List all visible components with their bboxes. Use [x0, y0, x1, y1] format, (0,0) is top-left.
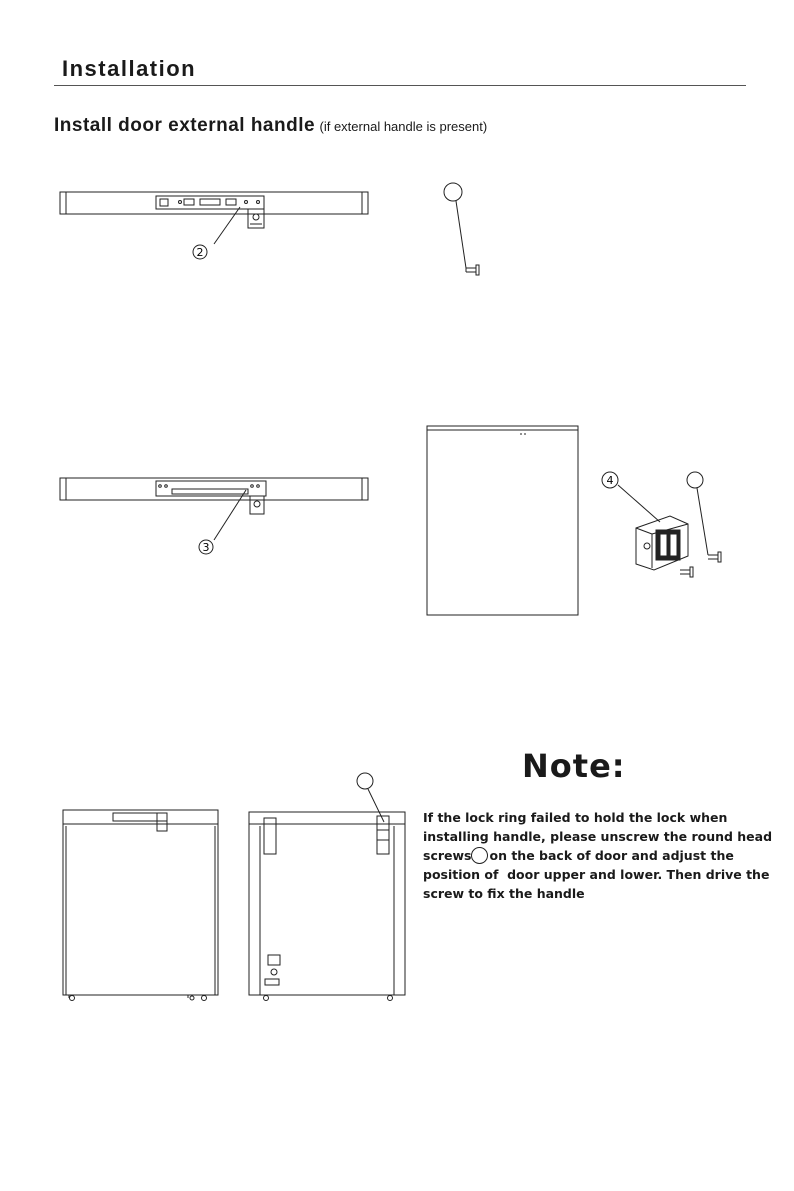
callout-label-2: 2: [196, 246, 204, 259]
freezer-back-view: [249, 773, 405, 1001]
note-line-2: installing handle, please unscrew the round head: [423, 829, 773, 844]
section-title: Install door external handle: [54, 115, 316, 136]
callout-label-4: 4: [606, 474, 614, 487]
callout-label-3: 3: [202, 541, 210, 554]
note-line-5: screw to fix the handle: [423, 886, 585, 901]
note-body: [423, 808, 773, 903]
lock-assembly: [602, 472, 688, 570]
screw-diagram-1: [444, 183, 479, 275]
door-top-view-diagram-1: [60, 192, 368, 244]
note-line-4: [423, 865, 770, 884]
door-top-view-diagram-2: [60, 478, 368, 540]
note-line-3: [423, 846, 753, 865]
note-line-4-start: position of: [423, 867, 499, 882]
note-line-3-end: on the back of door and adjust the: [489, 848, 734, 863]
note-line-4-end: door upper and lower. Then drive the: [507, 867, 770, 882]
page-title: Installation: [62, 56, 197, 81]
screw-callout-icon: [471, 847, 488, 864]
note-line-1: If the lock ring failed to hold the lock when: [423, 810, 728, 825]
note-heading: Note:: [522, 747, 626, 785]
freezer-front-view: [63, 810, 218, 1001]
door-back-panel: [427, 426, 578, 615]
note-line-3-start: screws: [423, 848, 472, 863]
section-subtitle: (if external handle is present): [319, 119, 488, 134]
